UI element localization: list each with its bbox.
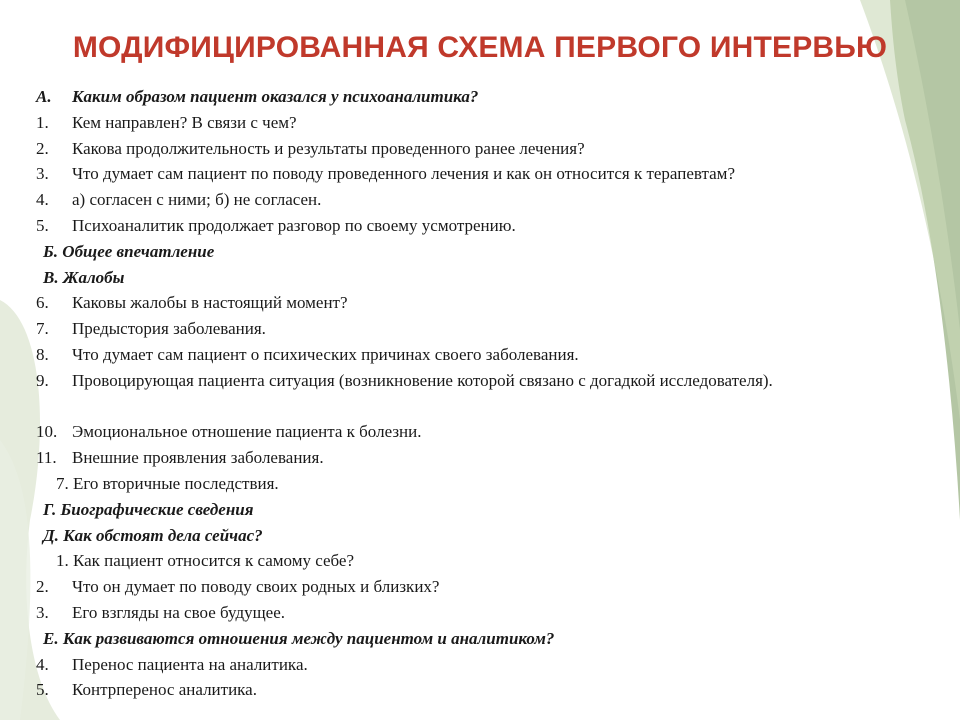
list-item	[36, 600, 916, 626]
section-heading-e	[36, 626, 916, 652]
item-text: Эмоциональное отношение пациента к болезни.	[72, 422, 422, 442]
item-number: 7.	[36, 319, 49, 339]
list-item	[36, 110, 916, 136]
list-item	[36, 316, 916, 342]
item-number: 2.	[36, 138, 49, 158]
item-text: 7. Его вторичные последствия.	[56, 473, 279, 493]
item-text: Предыстория заболевания.	[72, 319, 266, 339]
item-text: Внешние проявления заболевания.	[72, 448, 324, 468]
section-heading-b	[36, 239, 916, 265]
list-item	[36, 574, 916, 600]
interview-scheme-list	[36, 84, 916, 703]
item-text: Что думает сам пациент по поводу проведенного лечения и как он относится к терапевтам?	[72, 164, 735, 184]
item-number: 10.	[36, 422, 58, 442]
item-text: Каким образом пациент оказался у психоаналитика?	[72, 87, 479, 106]
list-item	[36, 368, 916, 420]
item-number: 5.	[36, 680, 49, 700]
section-text: Б. Общее впечатление	[43, 241, 215, 261]
list-item	[36, 342, 916, 368]
item-text: Перенос пациента на аналитика.	[72, 654, 308, 674]
item-number: 4.	[36, 654, 49, 674]
list-item	[36, 290, 916, 316]
item-text: а) согласен с ними; б) не согласен.	[72, 190, 322, 210]
item-marker: А.	[36, 87, 52, 106]
slide-title: МОДИФИЦИРОВАННАЯ СХЕМА ПЕРВОГО ИНТЕРВЬЮ	[72, 31, 888, 64]
list-item	[36, 548, 916, 574]
item-text: Что думает сам пациент о психических причинах своего заболевания.	[72, 344, 579, 364]
item-number: 9.	[36, 370, 49, 390]
list-item	[36, 187, 916, 213]
item-number: 3.	[36, 602, 49, 622]
item-text: Его взгляды на свое будущее.	[72, 602, 286, 622]
item-number: 1.	[36, 112, 49, 132]
list-item	[36, 652, 916, 678]
item-number: 5.	[36, 215, 49, 235]
item-number: 4.	[36, 190, 49, 210]
list-item	[36, 136, 916, 162]
item-text: Каковы жалобы в настоящий момент?	[72, 293, 348, 313]
item-number: 8.	[36, 344, 49, 364]
section-heading-a	[36, 84, 916, 110]
item-number: 6.	[36, 293, 49, 313]
list-item	[36, 677, 916, 703]
item-text: Провоцирующая пациента ситуация (возникновение которой связано с догадкой исследователя).	[72, 370, 773, 390]
list-item	[36, 445, 916, 471]
item-text: 1. Как пациент относится к самому себе?	[56, 551, 355, 571]
section-text: В. Жалобы	[43, 267, 125, 287]
item-number: 3.	[36, 164, 49, 184]
list-item	[36, 161, 916, 187]
list-item	[36, 213, 916, 239]
section-text: Г. Биографические сведения	[43, 499, 254, 519]
section-heading-v	[36, 265, 916, 291]
item-number: 2.	[36, 577, 49, 597]
item-text: Какова продолжительность и результаты проведенного ранее лечения?	[72, 138, 585, 158]
section-heading-d	[36, 523, 916, 549]
item-number: 11.	[36, 448, 57, 468]
list-item	[36, 471, 916, 497]
section-text: Д. Как обстоят дела сейчас?	[43, 525, 263, 545]
list-item	[36, 419, 916, 445]
section-text: Е. Как развиваются отношения между пациентом и аналитиком?	[43, 628, 555, 648]
item-text: Психоаналитик продолжает разговор по своему усмотрению.	[72, 215, 516, 235]
section-heading-g	[36, 497, 916, 523]
item-text: Кем направлен? В связи с чем?	[72, 112, 297, 132]
item-text: Что он думает по поводу своих родных и близких?	[72, 577, 440, 597]
item-text: Контрперенос аналитика.	[72, 680, 257, 700]
